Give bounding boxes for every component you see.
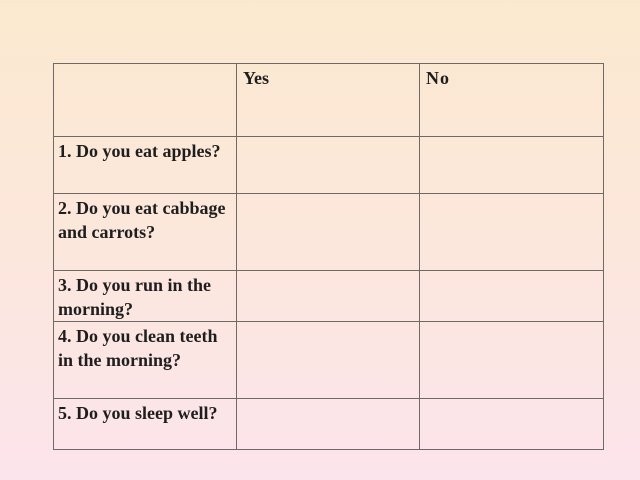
answer-yes-cell[interactable]: [237, 137, 420, 194]
header-cell-no: No: [420, 64, 604, 137]
table-row: [54, 137, 604, 194]
table-row: [54, 271, 604, 322]
answer-no-cell[interactable]: [420, 137, 604, 194]
question-cell: 2. Do you eat cabbage and carrots?: [54, 194, 237, 271]
question-cell: 4. Do you clean teeth in the morning?: [54, 322, 237, 399]
question-cell: 1. Do you eat apples?: [54, 137, 237, 194]
answer-yes-cell[interactable]: [237, 271, 420, 322]
table-row: [54, 194, 604, 271]
question-cell: 5. Do you sleep well?: [54, 399, 237, 450]
answer-no-cell[interactable]: [420, 194, 604, 271]
survey-table: [53, 63, 604, 450]
answer-no-cell[interactable]: [420, 399, 604, 450]
answer-no-cell[interactable]: [420, 271, 604, 322]
question-cell: 3. Do you run in the morning?: [54, 271, 237, 322]
answer-yes-cell[interactable]: [237, 194, 420, 271]
answer-no-cell[interactable]: [420, 322, 604, 399]
header-row: [54, 64, 604, 137]
table-row: [54, 399, 604, 450]
header-cell-empty: [54, 64, 237, 137]
table-row: [54, 322, 604, 399]
answer-yes-cell[interactable]: [237, 399, 420, 450]
header-cell-yes: Yes: [237, 64, 420, 137]
answer-yes-cell[interactable]: [237, 322, 420, 399]
